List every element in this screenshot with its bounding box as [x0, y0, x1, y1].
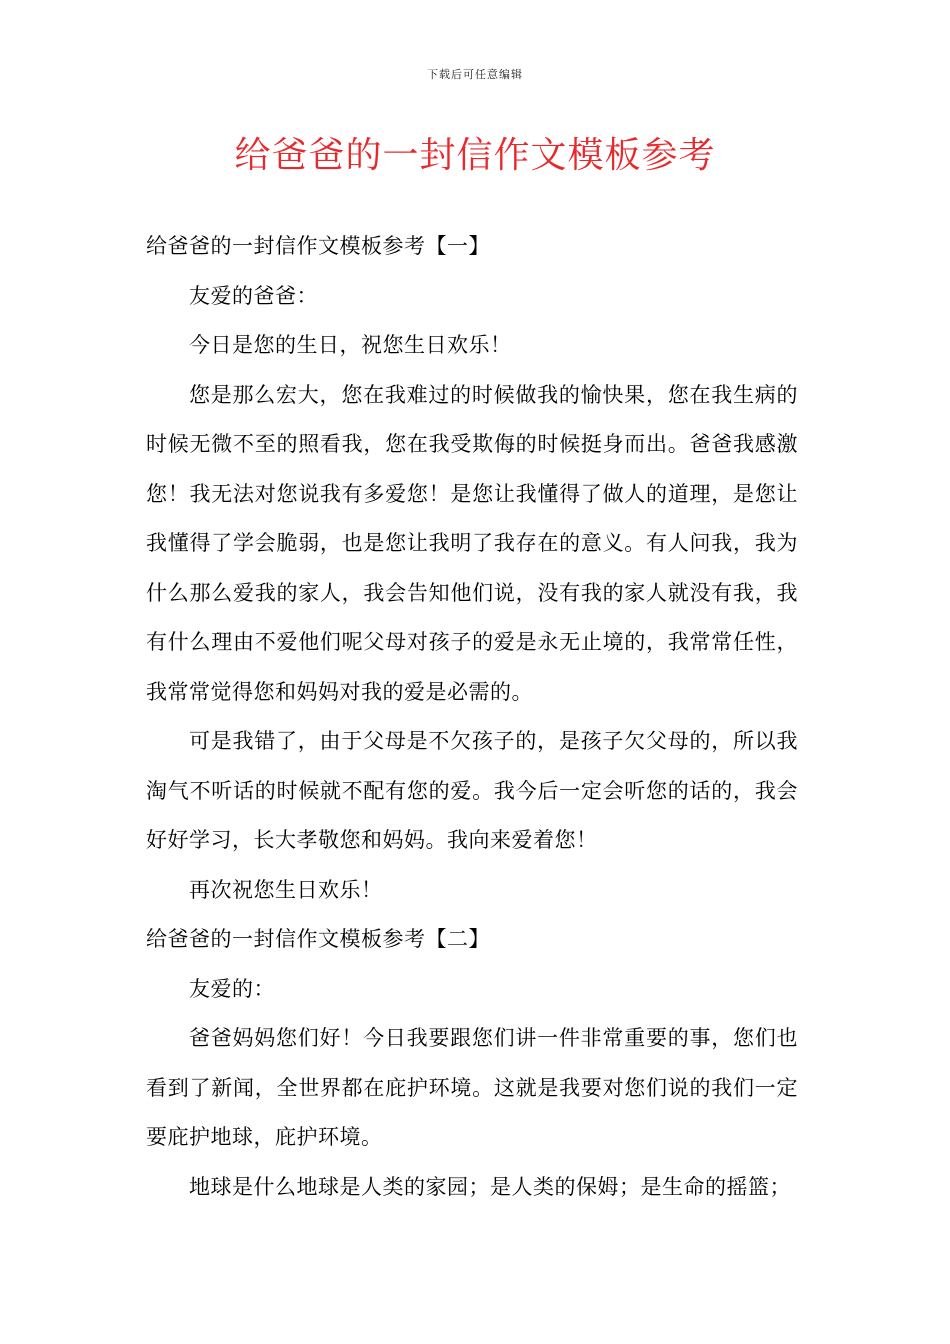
salutation-2: 友爱的： [189, 976, 275, 1001]
salutation-1: 友爱的爸爸： [189, 283, 318, 308]
section-heading-1: 给爸爸的一封信作文模板参考【一】 [146, 234, 490, 258]
body-paragraph: 爸爸妈妈您们好！今日我要跟您们讲一件非常重要的事，您们也看到了新闻，全世界都在庇护环境。这就是我要对您们说的我们一定要庇护地球，庇护环境。 [146, 1026, 798, 1149]
header-note: 下载后可任意编辑 [427, 68, 523, 81]
body-paragraph: 今日是您的生日，祝您生日欢乐！ [189, 333, 512, 357]
body-paragraph: 地球是什么地球是人类的家园；是人类的保姆；是生命的摇篮； [189, 1174, 791, 1199]
body-paragraph: 再次祝您生日欢乐！ [189, 877, 383, 902]
body-paragraph: 您是那么宏大，您在我难过的时候做我的愉快果，您在我生病的时候无微不至的照看我，您在我受欺侮的时候挺身而出。爸爸我感激您！我无法对您说我有多爱您！是您让我懂得了做人的道理，是您让我懂得了学会脆弱，也是您让我明了我存在的意义。有人问我，我为什么那么爱我的家人，我会告知他们说，没有我的家人就没有我，我有什么理由不爱他们呢父母对孩子的爱是永无止境的，我常常任性，我常常觉得您和妈妈对我的爱是必需的。 [146, 382, 798, 704]
section-heading-2: 给爸爸的一封信作文模板参考【二】 [146, 927, 490, 951]
body-paragraph: 可是我错了，由于父母是不欠孩子的，是孩子欠父母的，所以我淘气不听话的时候就不配有您的爱。我今后一定会听您的话的，我会好好学习，长大孝敬您和妈妈。我向来爱着您！ [146, 729, 798, 852]
document-body [146, 222, 798, 1212]
document-title: 给爸爸的一封信作文模板参考 [234, 135, 716, 176]
